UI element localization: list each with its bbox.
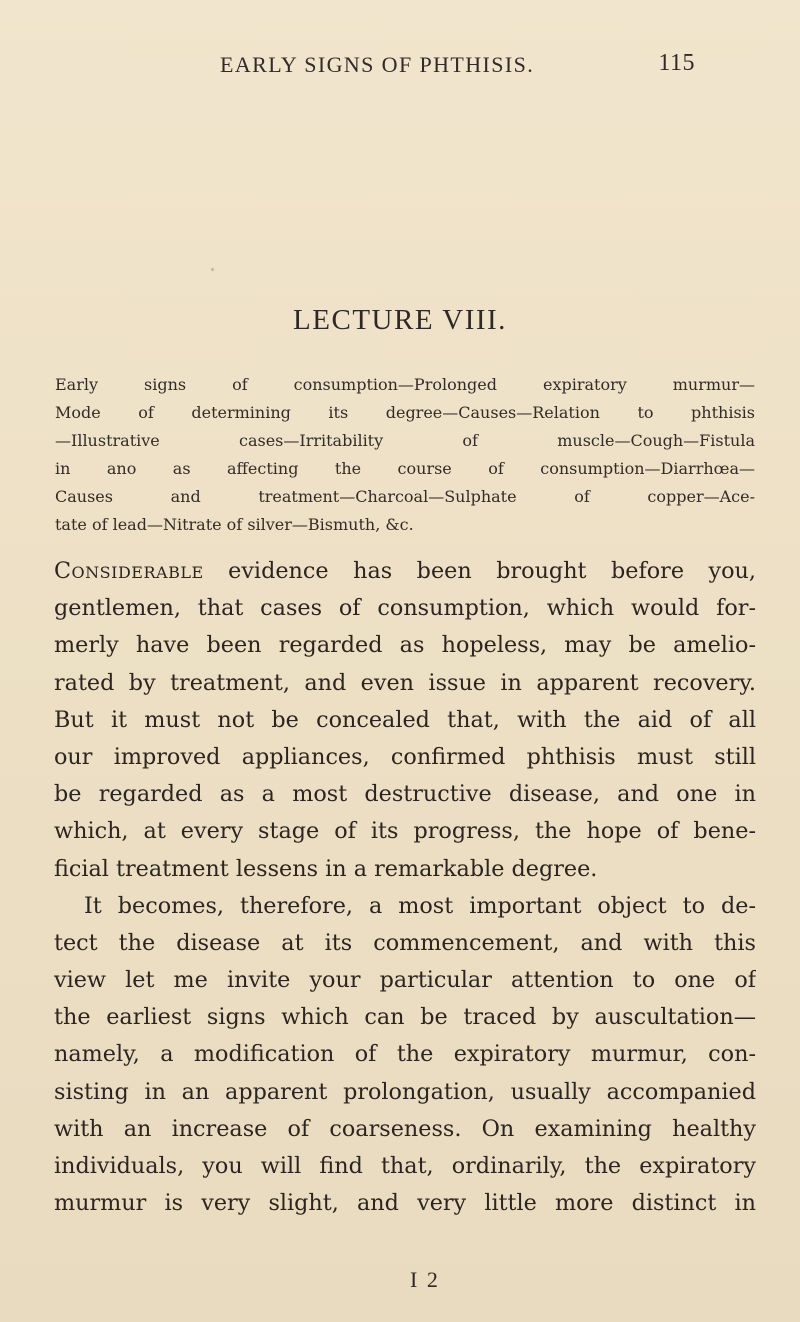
summary-line: tate of lead—Nitrate of silver—Bismuth, &c.	[55, 515, 414, 534]
paper-speck	[211, 268, 214, 271]
body-line: gentlemen, that cases of consumption, which would for-	[54, 595, 756, 622]
body-line: with an increase of coarseness. On examining healthy	[54, 1115, 756, 1142]
summary-line: —Illustrative cases—Irritability of muscle—Cough—Fistula	[55, 431, 755, 450]
body-line: sisting in an apparent prolongation, usually accompanied	[54, 1078, 756, 1105]
body-line: be regarded as a most destructive disease, and one in	[54, 781, 756, 808]
body-line: merly have been regarded as hopeless, may be amelio-	[54, 632, 756, 659]
body-line: But it must not be concealed that, with the aid of all	[54, 706, 756, 733]
summary-line: Causes and treatment—Charcoal—Sulphate of copper—Ace-	[55, 487, 755, 506]
body-line: individuals, you will find that, ordinarily, the expiratory	[54, 1153, 756, 1179]
body-line: ficial treatment lessens in a remarkable degree.	[54, 855, 598, 882]
opening-word: Considerable	[54, 558, 204, 584]
body-line: view let me invite your particular attention to one of	[54, 967, 756, 994]
page-number: 115	[658, 50, 695, 76]
body-line: tect the disease at its commencement, and with this	[54, 929, 756, 956]
body-line: our improved appliances, confirmed phthisis must still	[54, 743, 756, 770]
body-line: rated by treatment, and even issue in apparent recovery.	[54, 669, 756, 696]
signature-mark: I 2	[410, 1267, 440, 1292]
body-line-paragraph-start: It becomes, therefore, a most important object to de-	[84, 892, 756, 919]
summary-line: Mode of determining its degree—Causes—Relation to phthisis	[55, 403, 755, 422]
lecture-heading: LECTURE VIII.	[293, 304, 507, 336]
body-line: murmur is very slight, and very little more distinct in	[54, 1190, 756, 1217]
summary-line: in ano as affecting the course of consumption—Diarrhœa—	[55, 459, 755, 478]
body-line: which, at every stage of its progress, the hope of bene-	[54, 818, 756, 845]
lecture-summary	[55, 375, 755, 543]
running-head	[220, 50, 695, 82]
running-title: EARLY SIGNS OF PHTHISIS.	[220, 52, 535, 77]
body-line-first	[54, 558, 756, 595]
body-line: the earliest signs which can be traced by auscultation—	[54, 1004, 756, 1031]
summary-line: Early signs of consumption—Prolonged expiratory murmur—	[55, 375, 755, 394]
body-line: namely, a modification of the expiratory murmur, con-	[54, 1041, 756, 1068]
body-text	[54, 558, 756, 1227]
first-line-rest: evidence has been brought before you,	[203, 558, 756, 584]
